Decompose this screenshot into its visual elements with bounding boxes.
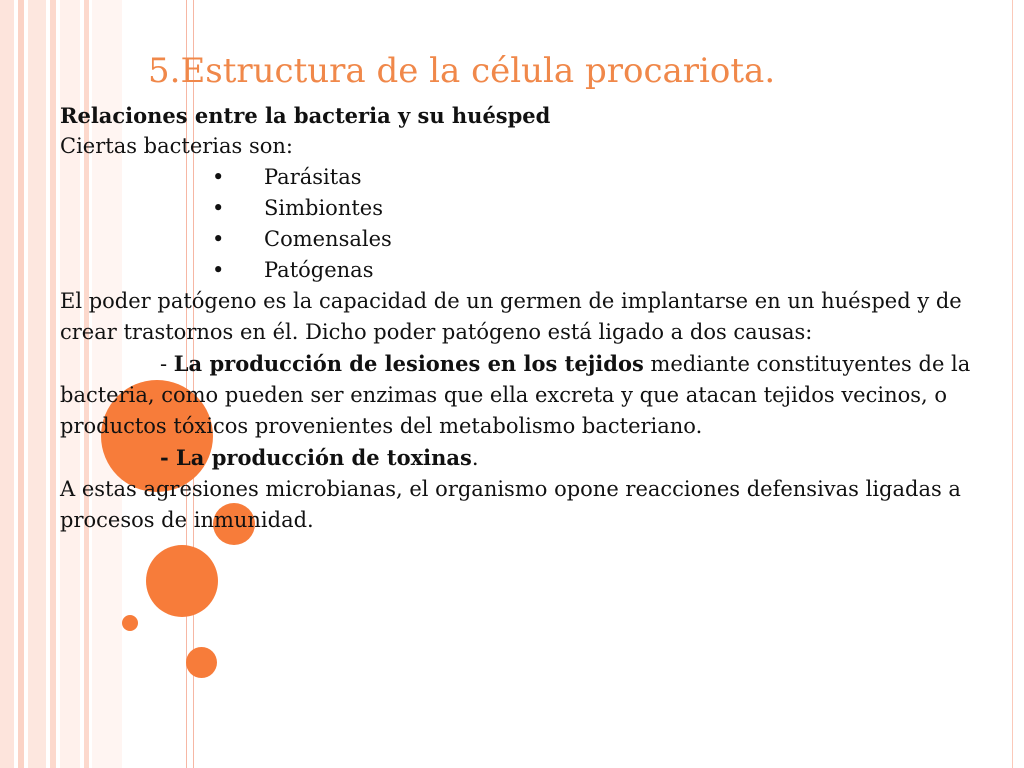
decor-stripe [28,0,46,768]
decor-line [1012,0,1013,768]
decor-circle [146,545,218,617]
cause-2-heading: - La producción de toxinas [160,445,472,470]
list-item: • Simbiontes [60,193,995,224]
bullet-icon: • [212,196,225,220]
slide-subtitle: Relaciones entre la bacteria y su huésped [60,103,551,128]
cause-2-paragraph: - La producción de toxinas. [160,445,479,470]
cause-1-paragraph: - La producción de lesiones en los tejidos mediante constituyentes de la bacteria, como pueden ser enzimas que ella excreta y que atacan tejidos vecinos, o productos tóxicos provenientes del metabolismo bacteriano. [60,351,971,438]
slide-content [60,52,995,536]
list-item: • Patógenas [60,255,995,286]
decor-circle [122,615,138,631]
list-item: • Parásitas [60,162,995,193]
closing-paragraph: A estas agresiones microbianas, el organismo opone reacciones defensivas ligadas a procesos de inmunidad. [60,477,961,532]
pathogenic-power-paragraph: El poder patógeno es la capacidad de un germen de implantarse en un huésped y de crear trastornos en él. Dicho poder patógeno está ligado a dos causas: [60,289,962,344]
bacteria-type-list [60,162,995,286]
decor-stripe [0,0,14,768]
slide-title: 5.Estructura de la célula procariota. [148,51,776,91]
decor-circle [186,647,217,678]
decor-stripe [50,0,56,768]
bullet-icon: • [212,165,225,189]
cause-1-heading: La producción de lesiones en los tejidos [173,351,644,376]
bullet-icon: • [212,227,225,251]
bullet-icon: • [212,258,225,282]
intro-text: Ciertas bacterias son: [60,134,293,158]
decor-stripe [18,0,24,768]
list-item: • Comensales [60,224,995,255]
